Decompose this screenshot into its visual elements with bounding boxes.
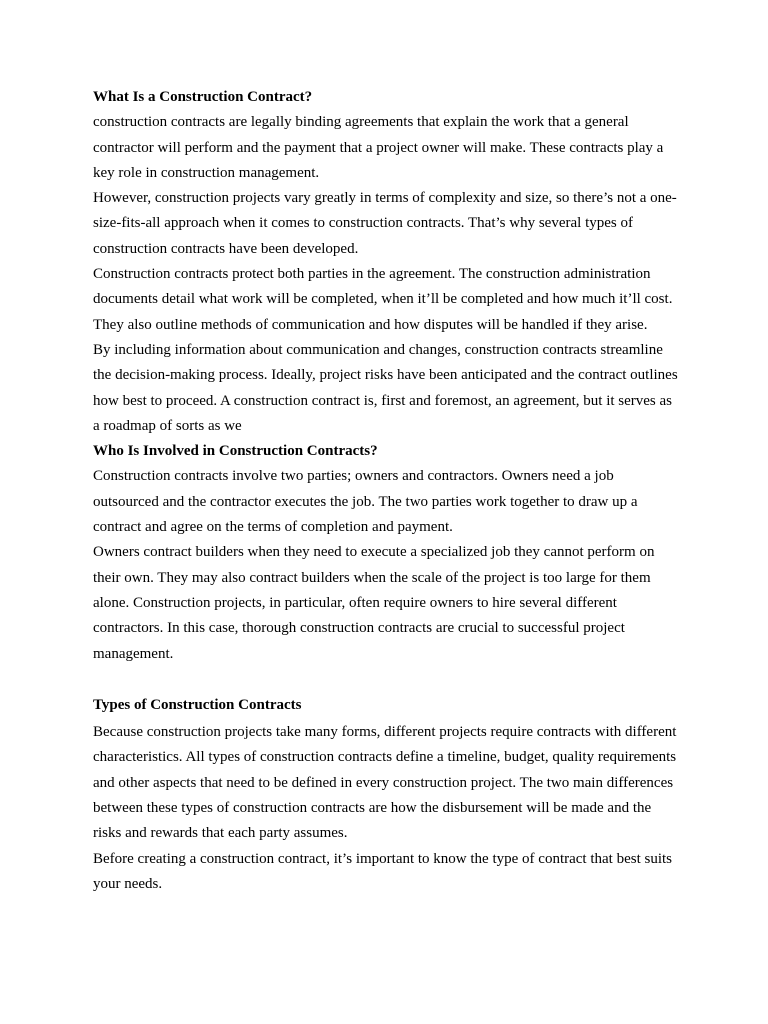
section-heading-what-is: What Is a Construction Contract? xyxy=(93,89,313,105)
paragraph: Owners contract builders when they need to execute a specialized job they cannot perform on their own. They may also contract builders when the scale of the project is too large for them alone. Construction projects, in particular, often require owners to hire several different contractors. In this case, thorough construction contracts are crucial to successful project management. xyxy=(93,544,655,662)
paragraph: Construction contracts involve two parties; owners and contractors. Owners need a job outsourced and the contractor executes the job. The two parties work together to draw up a contract and agree on the terms of completion and payment. xyxy=(93,468,638,536)
paragraph: However, construction projects vary greatly in terms of complexity and size, so there’s not a one-size-fits-all approach when it comes to construction contracts. That’s why several types of construction contracts have been developed. xyxy=(93,190,677,257)
blank-line xyxy=(93,667,678,693)
paragraph: By including information about communication and changes, construction contracts streamline the decision-making process. Ideally, project risks have been anticipated and the contract outlines how best to proceed. A construction contract is, first and foremost, an agreement, but it serves as a roadmap of sorts as we xyxy=(93,341,678,434)
paragraph: construction contracts are legally binding agreements that explain the work that a general contractor will perform and the payment that a project owner will make. These contracts play a key role in construction management. xyxy=(93,114,664,181)
section-heading-types: Types of Construction Contracts xyxy=(93,696,302,713)
document-page xyxy=(93,85,678,897)
paragraph: Because construction projects take many forms, different projects require contracts with different characteristics. All types of construction contracts define a timeline, budget, quality requirements and other aspects that need to be defined in every construction project. The two main differences between these types of construction contracts are how the disbursement will be made and the risks and rewards that each party assumes. xyxy=(93,724,677,842)
section-heading-who-is-involved: Who Is Involved in Construction Contracts? xyxy=(93,443,378,460)
paragraph: Construction contracts protect both parties in the agreement. The construction administration documents detail what work will be completed, when it’ll be completed and how much it’ll cost. They also outline methods of communication and how disputes will be handled if they arise. xyxy=(93,266,673,333)
paragraph: Before creating a construction contract, it’s important to know the type of contract that best suits your needs. xyxy=(93,850,673,892)
